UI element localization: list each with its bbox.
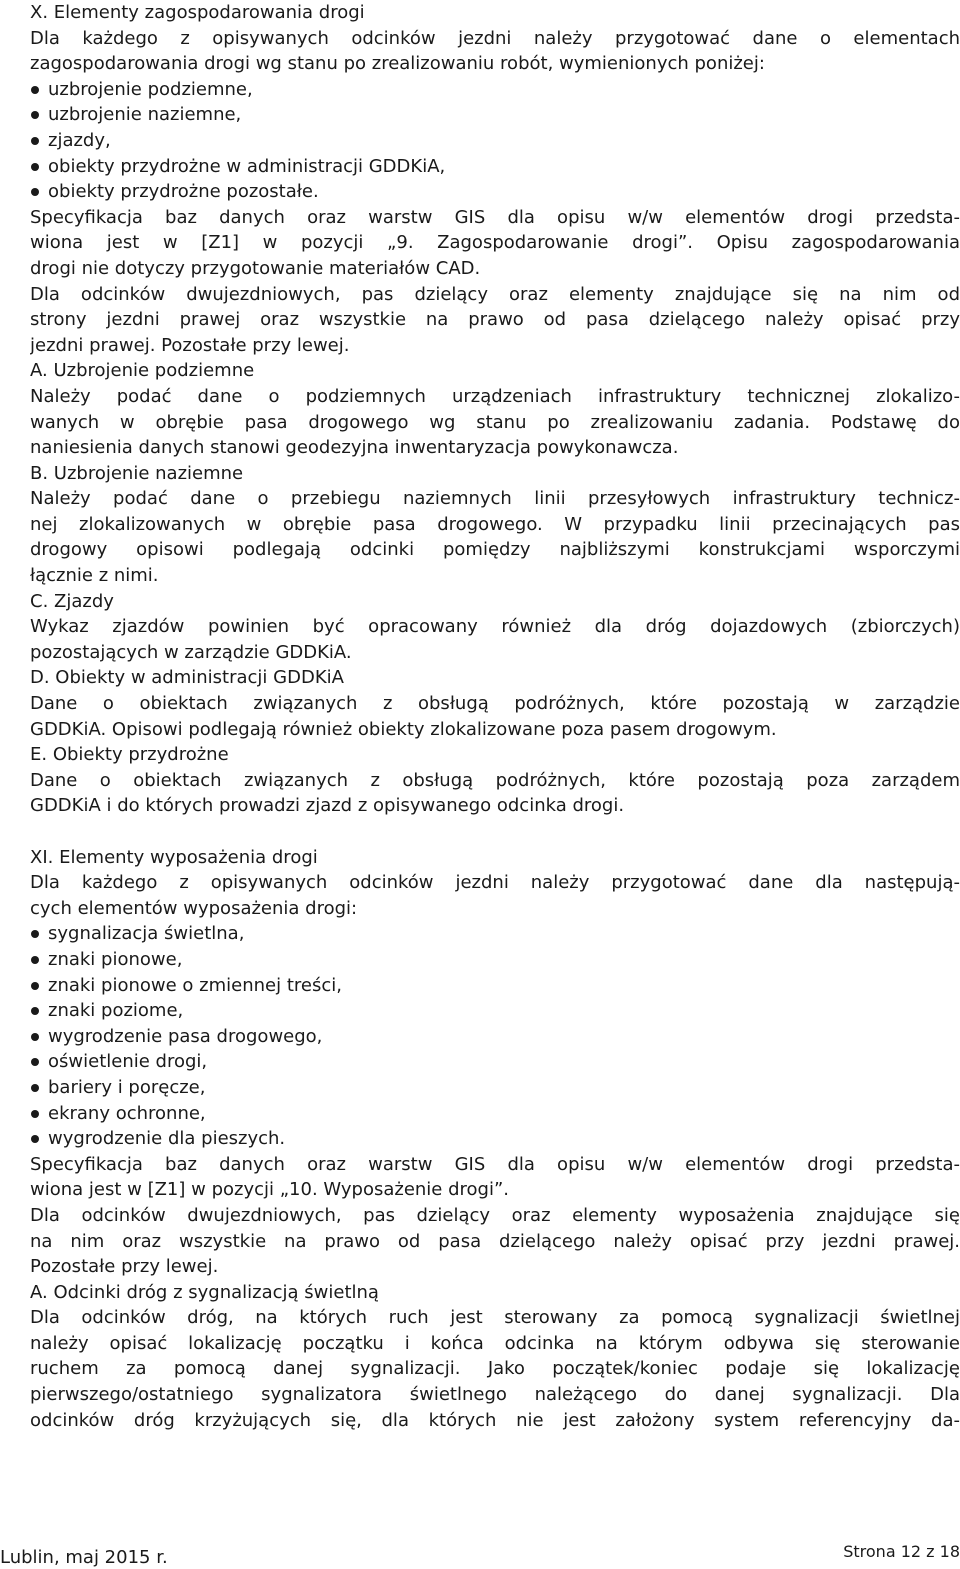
- bullet-list: [30, 921, 960, 1151]
- paragraph-line: zagospodarowania drogi wg stanu po zrealizowaniu robót, wymienionych poniżej:: [30, 53, 765, 75]
- section-spacer: [30, 819, 960, 845]
- bullet-item: zjazdy,: [30, 128, 960, 154]
- section-heading: X. Elementy zagospodarowania drogi: [30, 2, 365, 23]
- paragraph-line: Należy podać dane o przebiegu naziemnych linii przesyłowych infrastruktury technicz-: [30, 488, 960, 510]
- bullet-item: znaki pionowe o zmiennej treści,: [30, 973, 960, 999]
- paragraph-line: Specyfikacja baz danych oraz warstw GIS dla opisu w/w elementów drogi przedsta-: [30, 1153, 960, 1175]
- paragraph-line: drogi nie dotyczy przygotowanie materiałów CAD.: [30, 257, 481, 279]
- paragraph-line: pozostających w zarządzie GDDKiA.: [30, 641, 352, 663]
- paragraph-line: cych elementów wyposażenia drogi:: [30, 897, 358, 919]
- paragraph-line: Dla każdego z opisywanych odcinków jezdni należy przygotować dane dla następują-: [30, 872, 960, 894]
- paragraph-line: na nim oraz wszystkie na prawo od pasa dzielącego należy opisać przy jezdni prawej.: [30, 1230, 960, 1252]
- paragraph-line: wiona jest w [Z1] w pozycji „10. Wyposażenie drogi”.: [30, 1179, 510, 1201]
- bullet-list: [30, 77, 960, 205]
- paragraph-line: naniesienia danych stanowi geodezyjna inwentaryzacja powykonawcza.: [30, 437, 679, 459]
- paragraph-line: Dla odcinków dwujezdniowych, pas dzielący oraz elementy znajdujące się na nim od: [30, 283, 960, 305]
- paragraph-line: jezdni prawej. Pozostałe przy lewej.: [30, 334, 350, 356]
- bullet-item: bariery i poręcze,: [30, 1075, 960, 1101]
- paragraph-line: GDDKiA. Opisowi podlegają również obiekty zlokalizowane poza pasem drogowym.: [30, 718, 777, 740]
- document-page: [30, 0, 960, 1433]
- paragraph-line: nej zlokalizowanych w obrębie pasa drogowego. W przypadku linii przecinających pas: [30, 513, 960, 535]
- paragraph-line: pierwszego/ostatniego sygnalizatora świetlnego należącego do danej sygnalizacji. Dla: [30, 1384, 960, 1406]
- paragraph-line: łącznie z nimi.: [30, 565, 159, 587]
- paragraph-line: odcinków dróg krzyżujących się, dla których nie jest założony system referencyjny da-: [30, 1409, 960, 1431]
- paragraph-line: wiona jest w [Z1] w pozycji „9. Zagospodarowanie drogi”. Opisu zagospodarowania: [30, 232, 960, 254]
- subsection-heading: B. Uzbrojenie naziemne: [30, 462, 244, 484]
- bullet-item: obiekty przydrożne pozostałe.: [30, 179, 960, 205]
- subsection-heading: D. Obiekty w administracji GDDKiA: [30, 667, 344, 689]
- paragraph-line: strony jezdni prawej oraz wszystkie na prawo od pasa dzielącego należy opisać przy: [30, 309, 960, 331]
- subsection-heading: A. Odcinki dróg z sygnalizacją świetlną: [30, 1281, 379, 1303]
- paragraph-line: Należy podać dane o podziemnych urządzeniach infrastruktury technicznej zlokalizo-: [30, 385, 960, 407]
- section-heading: XI. Elementy wyposażenia drogi: [30, 846, 318, 868]
- paragraph-line: Dane o obiektach związanych z obsługą podróżnych, które pozostają w zarządzie: [30, 693, 960, 715]
- paragraph-line: należy opisać lokalizację początku i końca odcinka na którym odbywa się sterowanie: [30, 1332, 960, 1354]
- paragraph-line: Specyfikacja baz danych oraz warstw GIS dla opisu w/w elementów drogi przedsta-: [30, 206, 960, 228]
- paragraph-line: Wykaz zjazdów powinien być opracowany również dla dróg dojazdowych (zbiorczych): [30, 616, 960, 638]
- bullet-item: znaki pionowe,: [30, 947, 960, 973]
- subsection-heading: C. Zjazdy: [30, 590, 114, 612]
- location-date: Lublin, maj 2015 r.: [0, 1547, 168, 1568]
- paragraph-line: Dane o obiektach związanych z obsługą podróżnych, które pozostają poza zarządem: [30, 769, 960, 791]
- bullet-item: wygrodzenie dla pieszych.: [30, 1126, 960, 1152]
- page-number: Strona 12 z 18: [843, 1542, 960, 1561]
- paragraph-line: Dla każdego z opisywanych odcinków jezdni należy przygotować dane o elementach: [30, 27, 960, 49]
- bullet-item: uzbrojenie podziemne,: [30, 77, 960, 103]
- paragraph-line: wanych w obrębie pasa drogowego wg stanu po zrealizowaniu zadania. Podstawę do: [30, 411, 960, 433]
- bullet-item: sygnalizacja świetlna,: [30, 921, 960, 947]
- bullet-item: ekrany ochronne,: [30, 1101, 960, 1127]
- paragraph-line: Pozostałe przy lewej.: [30, 1256, 219, 1278]
- bullet-item: obiekty przydrożne w administracji GDDKiA,: [30, 154, 960, 180]
- subsection-heading: E. Obiekty przydrożne: [30, 744, 229, 766]
- paragraph-line: GDDKiA i do których prowadzi zjazd z opisywanego odcinka drogi.: [30, 795, 625, 817]
- paragraph-line: drogowy opisowi podlegają odcinki pomiędzy najbliższymi konstrukcjami wsporczymi: [30, 539, 960, 561]
- subsection-heading: A. Uzbrojenie podziemne: [30, 360, 255, 382]
- bullet-item: wygrodzenie pasa drogowego,: [30, 1024, 960, 1050]
- bullet-item: znaki poziome,: [30, 998, 960, 1024]
- paragraph-line: Dla odcinków dwujezdniowych, pas dzielący oraz elementy wyposażenia znajdujące się: [30, 1204, 960, 1226]
- paragraph-line: Dla odcinków dróg, na których ruch jest sterowany za pomocą sygnalizacji świetlnej: [30, 1307, 960, 1329]
- bullet-item: oświetlenie drogi,: [30, 1049, 960, 1075]
- bullet-item: uzbrojenie naziemne,: [30, 102, 960, 128]
- paragraph-line: ruchem za pomocą danej sygnalizacji. Jako początek/koniec podaje się lokalizację: [30, 1358, 960, 1380]
